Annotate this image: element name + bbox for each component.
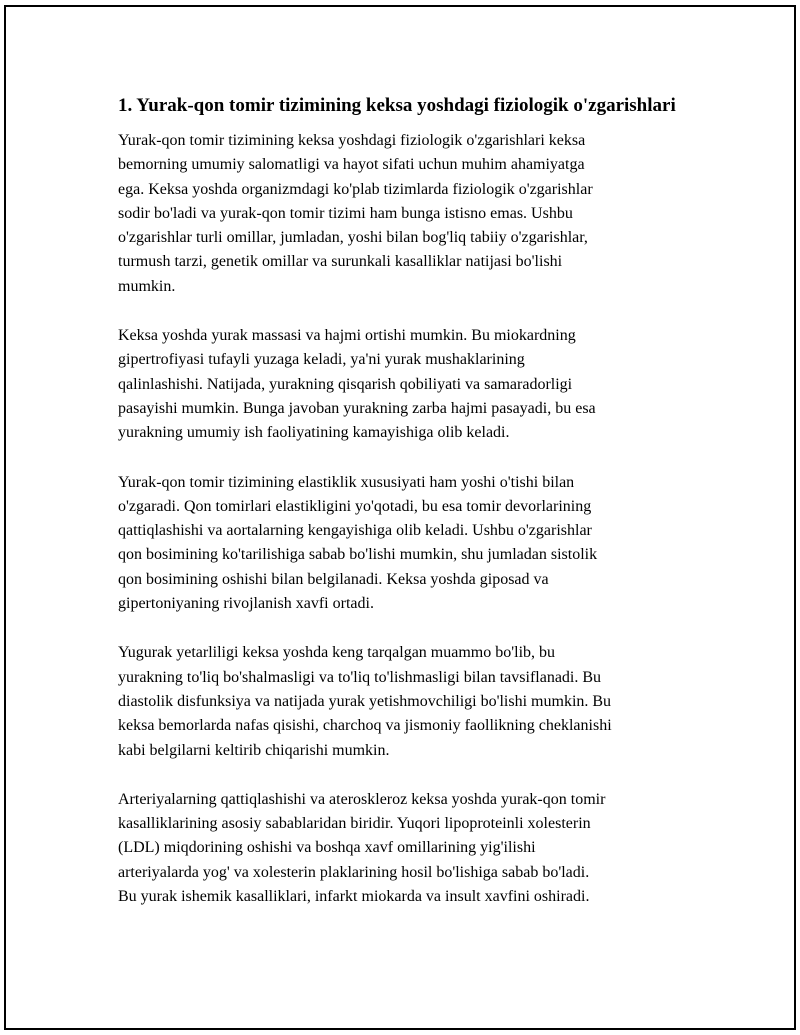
paragraph-4: Yugurak yetarliligi keksa yoshda keng tarqalgan muammo bo'lib, bu yurakning to'liq bo'shalmasligi va to'liq to'lishmasligi bilan tavsiflanadi. Bu diastolik disfunksiya va natijada yurak yetishmovchiligi bo'lishi mumkin. Bu keksa bemorlarda nafas qisishi, charchoq va jismoniy faollikning cheklanishi kabi belgilarni keltirib chiqarishi mumkin. xyxy=(118,644,612,759)
document-content xyxy=(118,92,684,934)
paragraph-1: Yurak-qon tomir tizimining keksa yoshdagi fiziologik o'zgarishlari keksa bemorning umumiy salomatligi va hayot sifati uchun muhim ahamiyatga ega. Keksa yoshda organizmdagi ko'plab tizimlarda fiziologik o'zgarishlar sodir bo'ladi va yurak-qon tomir tizimi ham bunga istisno emas. Ushbu o'zgarishlar turli omillar, jumladan, yoshi bilan bog'liq tabiiy o'zgarishlar, turmush tarzi, genetik omillar va surunkali kasalliklar natijasi bo'lishi mumkin. xyxy=(118,132,593,295)
paragraph-3: Yurak-qon tomir tizimining elastiklik xususiyati ham yoshi o'tishi bilan o'zgaradi. Qon tomirlari elastikligini yo'qotadi, bu esa tomir devorlarining qattiqlashishi va aortalarning kengayishiga olib keladi. Ushbu o'zgarishlar qon bosimining ko'tarilishiga sabab bo'lishi mumkin, shu jumladan sistolik qon bosimining oshishi bilan belgilanadi. Keksa yoshda giposad va gipertoniyaning rivojlanish xavfi ortadi. xyxy=(118,473,598,613)
paragraph-2: Keksa yoshda yurak massasi va hajmi ortishi mumkin. Bu miokardning gipertrofiyasi tufayli yuzaga keladi, ya'ni yurak mushaklarining qalinlashishi. Natijada, yurakning qisqarish qobiliyati va samaradorligi pasayishi mumkin. Bunga javoban yurakning zarba hajmi pasayadi, bu esa yurakning umumiy ish faoliyatining kamayishiga olib keladi. xyxy=(118,327,596,442)
section-heading: 1. Yurak-qon tomir tizimining keksa yoshdagi fiziologik o'zgarishlari xyxy=(118,95,676,116)
paragraph-5: Arteriyalarning qattiqlashishi va ateroskleroz keksa yoshda yurak-qon tomir kasalliklarining asosiy sabablaridan biridir. Yuqori lipoproteinli xolesterin (LDL) miqdorining oshishi va boshqa xavf omillarining yig'ilishi arteriyalarda yog' va xolesterin plaklarining hosil bo'lishiga sabab bo'ladi. Bu yurak ishemik kasalliklari, infarkt miokarda va insult xavfini oshiradi. xyxy=(118,790,606,906)
